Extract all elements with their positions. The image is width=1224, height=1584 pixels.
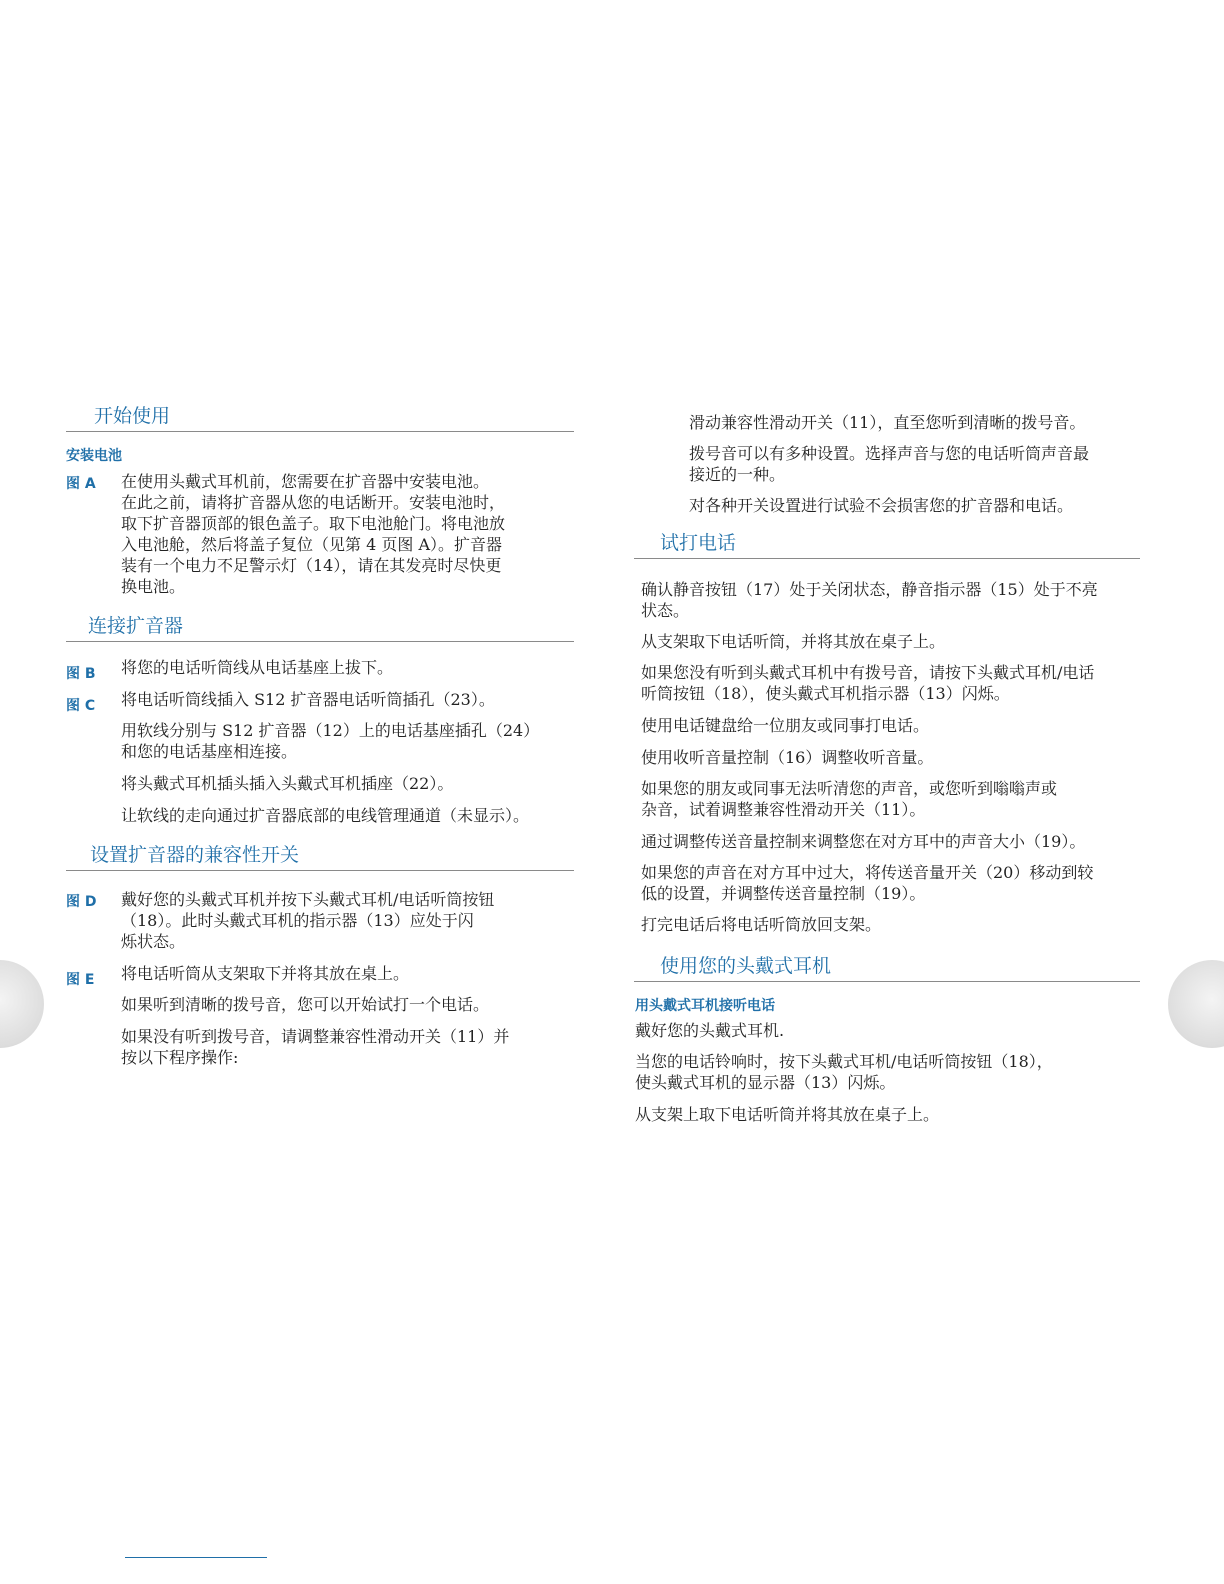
figure-label-e: 图 E [66, 972, 95, 988]
footer-rule [125, 1557, 267, 1558]
figure-label-a: 图 A [66, 476, 96, 492]
paragraph-use-3: 从支架上取下电话听筒并将其放在桌子上。 [635, 1105, 940, 1124]
paragraph-test-9: 打完电话后将电话听筒放回支架。 [641, 915, 882, 934]
paragraph-step-c4: 让软线的走向通过扩音器底部的电线管理通道（未显示）。 [121, 806, 530, 825]
paragraph-step-e3: 如果没有听到拨号音，请调整兼容性滑动开关（11）并 按以下程序操作: [121, 1027, 510, 1067]
paragraph-test-7: 通过调整传送音量控制来调整您在对方耳中的声音大小（19）。 [641, 832, 1086, 851]
right-page-tab [1168, 960, 1224, 1048]
paragraph-step-e2: 如果听到清晰的拨号音，您可以开始试打一个电话。 [121, 995, 490, 1014]
left-page-tab [0, 960, 44, 1048]
paragraph-experiment-note: 对各种开关设置进行试验不会损害您的扩音器和电话。 [689, 496, 1074, 515]
paragraph-test-6: 如果您的朋友或同事无法听清您的声音，或您听到嗡嗡声或 杂音，试着调整兼容性滑动开关（11）。 [641, 779, 1058, 819]
paragraph-dial-tone-settings: 拨号音可以有多种设置。选择声音与您的电话听筒声音最 接近的一种。 [689, 444, 1090, 484]
heading-use-headset-text: 使用您的头戴式耳机 [660, 955, 832, 977]
paragraph-test-8: 如果您的声音在对方耳中过大，将传送音量开关（20）移动到较 低的设置，并调整传送音量控制（19）。 [641, 863, 1094, 903]
paragraph-step-c1: 将电话听筒线插入 S12 扩音器电话听筒插孔（23）。 [121, 690, 495, 709]
heading-compat-switch [66, 841, 574, 871]
heading-test-call [634, 529, 1140, 559]
heading-getting-started-text: 开始使用 [94, 405, 171, 427]
subheading-install-battery: 安装电池 [66, 448, 122, 464]
figure-label-c: 图 C [66, 698, 96, 714]
subheading-answer-call: 用头戴式耳机接听电话 [635, 998, 775, 1014]
paragraph-slide-switch: 滑动兼容性滑动开关（11），直至您听到清晰的拨号音。 [689, 413, 1086, 432]
paragraph-test-2: 从支架取下电话听筒，并将其放在桌子上。 [641, 632, 946, 651]
paragraph-test-1: 确认静音按钮（17）处于关闭状态，静音指示器（15）处于不亮 状态。 [641, 580, 1098, 620]
paragraph-use-2: 当您的电话铃响时，按下头戴式耳机/电话听筒按钮（18）， 使头戴式耳机的显示器（13）闪烁。 [635, 1052, 1053, 1092]
paragraph-step-c2: 用软线分别与 S12 扩音器（12）上的电话基座插孔（24） 和您的电话基座相连接。 [121, 721, 540, 761]
paragraph-step-d: 戴好您的头戴式耳机并按下头戴式耳机/电话听筒按钮 （18）。此时头戴式耳机的指示器（13）应处于闪 烁状态。 [121, 890, 495, 951]
heading-test-call-text: 试打电话 [660, 532, 737, 554]
heading-connect-amplifier-text: 连接扩音器 [88, 615, 184, 637]
paragraph-test-4: 使用电话键盘给一位朋友或同事打电话。 [641, 716, 930, 735]
paragraph-use-1: 戴好您的头戴式耳机. [635, 1021, 785, 1040]
figure-label-b: 图 B [66, 666, 96, 682]
paragraph-install-battery: 在使用头戴式耳机前，您需要在扩音器中安装电池。 在此之前，请将扩音器从您的电话断开。安装电池时， 取下扩音器顶部的银色盖子。取下电池舱门。将电池放 入电池舱，然后将盖子复位（见第 4 页图 A）。扩音器 装有一个电力不足警示灯（14），请在其发亮时尽快更 换电池。 [121, 472, 506, 596]
paragraph-step-b: 将您的电话听筒线从电话基座上拔下。 [121, 658, 394, 677]
heading-use-headset [634, 952, 1140, 982]
heading-getting-started [66, 402, 574, 432]
figure-label-d: 图 D [66, 894, 97, 910]
heading-connect-amplifier [66, 612, 574, 642]
paragraph-step-e1: 将电话听筒从支架取下并将其放在桌上。 [121, 964, 410, 983]
paragraph-test-3: 如果您没有听到头戴式耳机中有拨号音，请按下头戴式耳机/电话 听筒按钮（18），使头戴式耳机指示器（13）闪烁。 [641, 663, 1095, 703]
paragraph-test-5: 使用收听音量控制（16）调整收听音量。 [641, 748, 934, 767]
paragraph-step-c3: 将头戴式耳机插头插入头戴式耳机插座（22）。 [121, 774, 454, 793]
heading-compat-switch-text: 设置扩音器的兼容性开关 [90, 844, 300, 866]
